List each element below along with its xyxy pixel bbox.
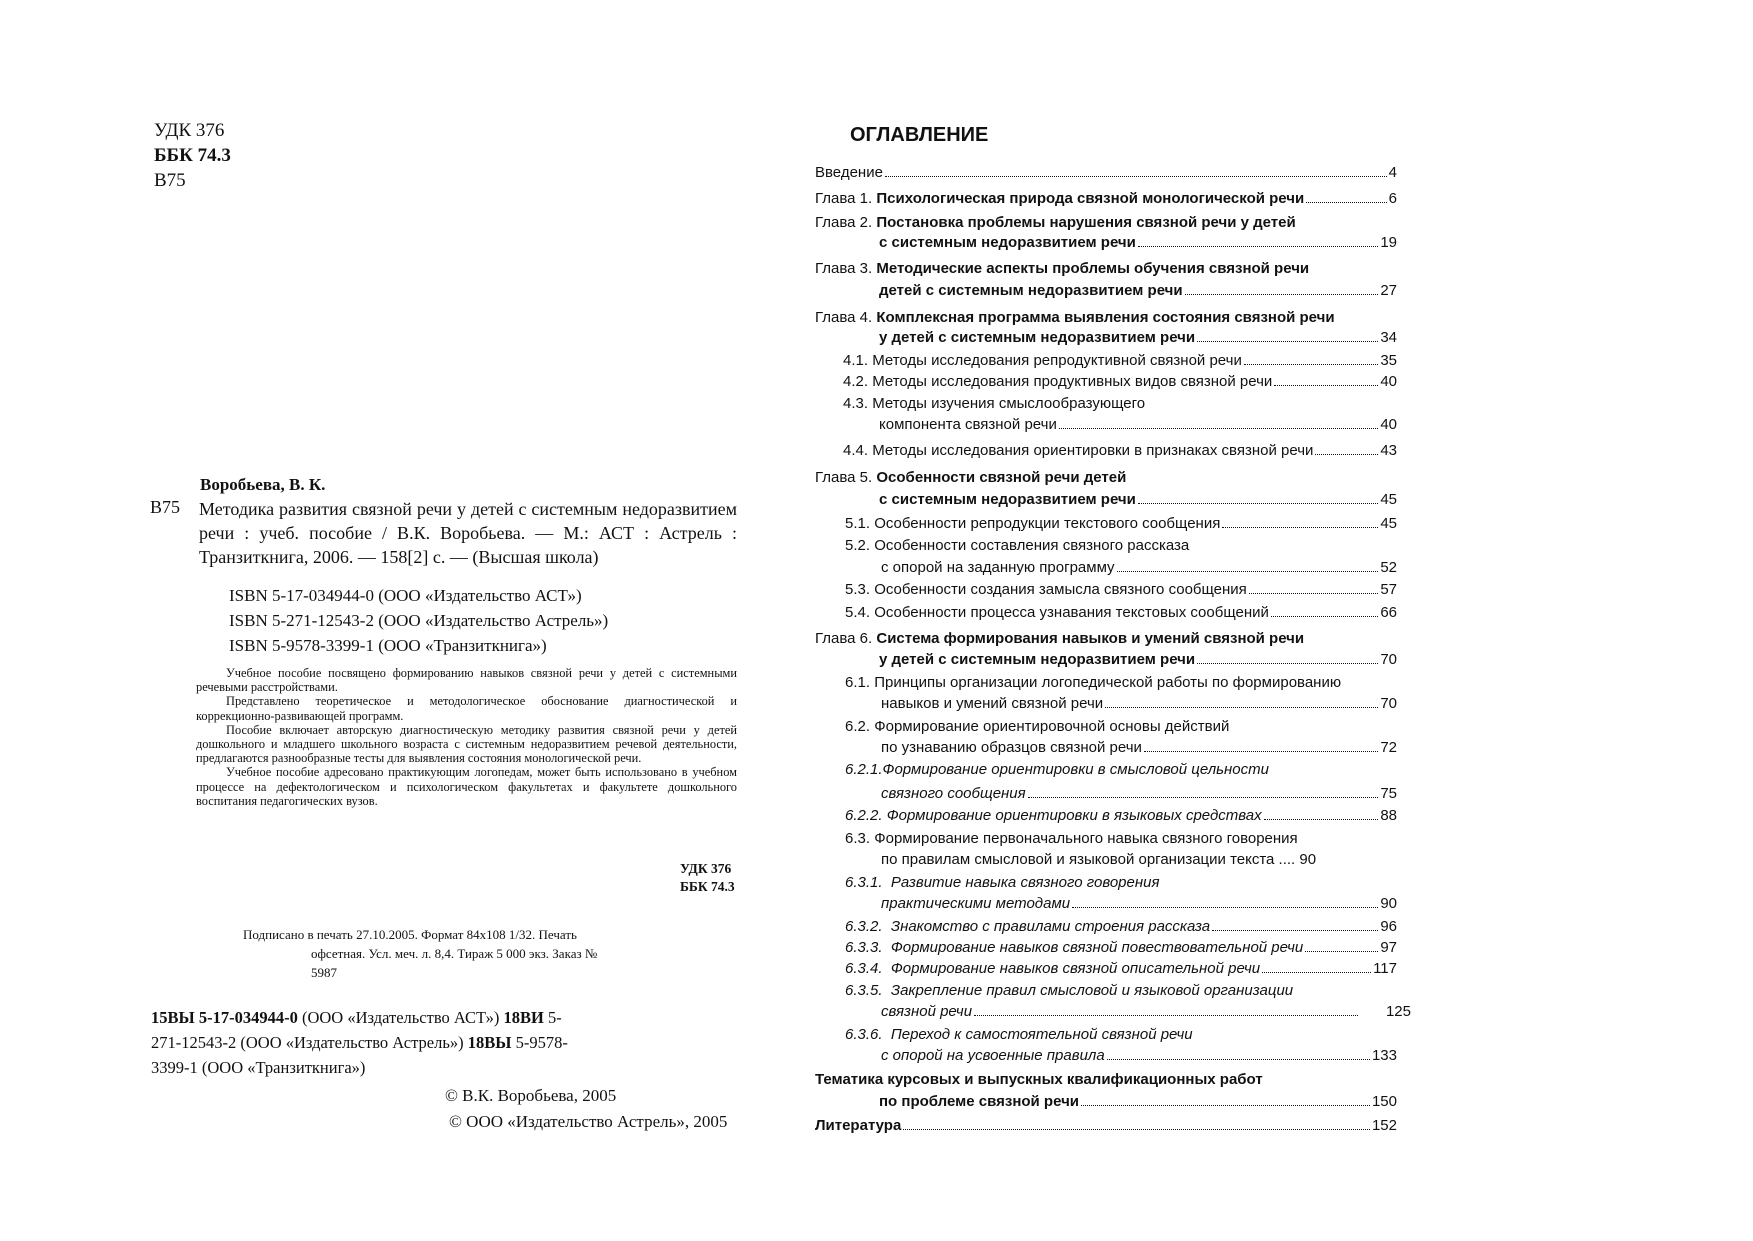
toc-leader	[1105, 707, 1378, 708]
toc-entry-section-5-2-cont[interactable]	[881, 559, 1397, 577]
toc-leader	[1244, 364, 1378, 365]
toc-page-number: 40	[1380, 373, 1397, 390]
section-title: Методы исследования репродуктивной связной речи	[872, 352, 1242, 369]
toc-page-number: 43	[1380, 442, 1397, 459]
toc-entry-section-6-3-6[interactable]	[845, 1026, 1193, 1044]
toc-page-number: 152	[1371, 1117, 1397, 1134]
print-info	[243, 925, 643, 982]
chapter-title: Методические аспекты проблемы обучения связной речи	[876, 260, 1310, 277]
section-title: Знакомство с правилами строения рассказа	[890, 918, 1211, 935]
section-title-cont: с опорой на усвоенные правила	[881, 1047, 1105, 1064]
toc-page-number: 66	[1380, 604, 1397, 621]
section-number: 5.1.	[845, 515, 871, 532]
toc-title: ОГЛАВЛЕНИЕ	[850, 124, 989, 146]
bbk-code-bottom: ББК 74.3	[680, 879, 735, 894]
toc-entry-section-6-3-cont[interactable]	[881, 851, 1316, 869]
toc-entry-title	[845, 807, 1262, 825]
section-number: 6.2.	[845, 718, 871, 735]
toc-leader	[1222, 527, 1378, 528]
toc-entry-chapter-6-cont[interactable]	[879, 651, 1397, 669]
toc-entry-section-6-2-1[interactable]	[845, 761, 1269, 779]
toc-entry-chapter-2-cont[interactable]	[879, 234, 1397, 252]
section-number: 6.3.3.	[845, 939, 883, 956]
toc-leader	[1059, 428, 1378, 429]
toc-entry-section-6-3[interactable]	[845, 830, 1298, 848]
section-number: 6.1.	[845, 674, 871, 691]
bib-author-mark: В75	[150, 497, 181, 517]
toc-page-number: 97	[1380, 939, 1397, 956]
print-info-line: 5987	[311, 965, 337, 980]
toc-entry-title	[843, 373, 1272, 391]
toc-entry-title	[845, 939, 1303, 957]
toc-entry-section-6-2-cont[interactable]	[881, 739, 1397, 757]
section-title: Формирование ориентировочной основы действий	[874, 718, 1230, 735]
isbn-code: 15ВЫ 5-17-034944-0	[151, 1008, 298, 1027]
isbn-block-line	[151, 1030, 601, 1055]
section-number: 6.2.1.	[845, 761, 883, 778]
section-title: Принципы организации логопедической работы по формированию	[874, 674, 1342, 691]
toc-page-number: 90	[1299, 851, 1317, 868]
isbn-code: 18ВЫ	[467, 1033, 512, 1052]
toc-leader	[1072, 907, 1378, 908]
chapter-title-cont: с системным недоразвитием речи	[879, 234, 1136, 251]
toc-leader	[1197, 663, 1378, 664]
toc-entry-chapter-5-cont[interactable]	[879, 491, 1397, 509]
toc-page-number: 34	[1380, 329, 1397, 346]
toc-leader	[974, 1015, 1358, 1016]
toc-entry-section-6-2-2[interactable]	[845, 807, 1397, 825]
section-title-cont: компонента связной речи	[879, 416, 1057, 433]
toc-entry-title	[843, 442, 1313, 460]
section-number: 4.1.	[843, 352, 869, 369]
section-title: Формирование навыков связной повествовательной речи	[890, 939, 1304, 956]
toc-entry-section-4-4[interactable]	[843, 442, 1397, 460]
section-number: 4.3.	[843, 395, 869, 412]
toc-leader	[1315, 454, 1378, 455]
toc-entry-section-6-1[interactable]	[845, 674, 1341, 692]
section-title: Формирование ориентировки в смысловой цельности	[882, 761, 1269, 778]
toc-entry-section-5-4[interactable]	[845, 604, 1397, 622]
toc-leader	[1249, 593, 1379, 594]
chapter-title: Психологическая природа связной монологической речи	[876, 190, 1305, 207]
toc-leader	[1306, 202, 1386, 203]
section-title-cont: навыков и умений связной речи	[881, 695, 1104, 712]
section-title-cont: с опорой на заданную программу	[881, 559, 1115, 576]
toc-entry-title	[845, 515, 1220, 533]
toc-page-number: 45	[1380, 491, 1397, 508]
section-number: 4.4.	[843, 442, 869, 459]
isbn-ast: ISBN 5-17-034944-0 (ООО «Издательство АСТ»)	[229, 586, 582, 605]
annotation	[196, 666, 737, 808]
author-heading: Воробьева, В. К.	[200, 475, 326, 494]
toc-entry-section-6-2-1-cont[interactable]	[881, 785, 1397, 803]
section-title-cont: по узнаванию образцов связной речи	[881, 739, 1142, 756]
toc-entry-title-cont: по проблеме связной речи	[879, 1093, 1079, 1110]
section-title: Методы исследования продуктивных видов связной речи	[872, 373, 1273, 390]
toc-entry-section-6-3-5-cont[interactable]	[881, 1003, 1411, 1021]
toc-page-number: 19	[1380, 234, 1397, 251]
toc-leader	[1028, 797, 1379, 798]
print-info-line: Подписано в печать 27.10.2005. Формат 84x108 1/32. Печать	[243, 927, 577, 942]
section-number: 6.3.2.	[845, 918, 883, 935]
toc-leader	[1138, 246, 1378, 247]
toc-entry-title	[845, 604, 1269, 622]
toc-page-number: 88	[1380, 807, 1397, 824]
toc-leader	[1107, 1059, 1370, 1060]
toc-leader	[885, 176, 1387, 177]
annotation-paragraph: Учебное пособие посвящено формированию навыков связной речи у детей с системными речевыми расстройствами.	[196, 666, 737, 695]
section-title: Формирование навыков связной описательной речи	[890, 960, 1261, 977]
print-info-line: офсетная. Усл. меч. л. 8,4. Тираж 5 000 экз. Заказ №	[311, 946, 598, 961]
toc-entry-section-4-3-cont[interactable]	[879, 416, 1397, 434]
toc-page-number: 70	[1380, 695, 1397, 712]
chapter-prefix: Глава 1.	[815, 190, 873, 207]
toc-page-number: 52	[1380, 559, 1397, 576]
toc-entry-topics-cont[interactable]	[879, 1093, 1397, 1111]
section-title-cont: связной речи	[881, 1003, 973, 1020]
toc-leader	[903, 1129, 1370, 1130]
copyright-publisher: © ООО «Издательство Астрель», 2005	[449, 1112, 728, 1131]
toc-entry-chapter-1[interactable]	[815, 190, 1397, 208]
udk-code-bottom: УДК 376	[680, 861, 732, 876]
toc-entry-section-6-2[interactable]	[845, 718, 1229, 736]
author-mark: В75	[154, 170, 186, 191]
isbn-astrel: ISBN 5-271-12543-2 (ООО «Издательство Астрель»)	[229, 611, 609, 630]
toc-leader	[1144, 751, 1378, 752]
toc-page-number: 90	[1380, 895, 1397, 912]
section-title: Переход к самостоятельной связной речи	[890, 1026, 1193, 1043]
section-title: Особенности процесса узнавания текстовых сообщений	[874, 604, 1269, 621]
section-number: 6.2.2.	[845, 807, 883, 824]
toc-entry-section-6-3-6-cont[interactable]	[881, 1047, 1397, 1065]
toc-page-number: 117	[1373, 960, 1397, 977]
chapter-title: Постановка проблемы нарушения связной речи у детей	[876, 214, 1296, 231]
isbn-code: 5-	[547, 1008, 562, 1027]
toc-entry-section-6-3-1[interactable]	[845, 874, 1159, 892]
toc-page-number: 27	[1380, 282, 1397, 299]
toc-entry-section-4-1[interactable]	[843, 352, 1397, 370]
section-title: Методы изучения смыслообразующего	[872, 395, 1146, 412]
chapter-title-cont: детей с системным недоразвитием речи	[879, 282, 1183, 299]
section-title: Особенности репродукции текстового сообщения	[874, 515, 1221, 532]
section-number: 4.2.	[843, 373, 869, 390]
udk-code: УДК 376	[154, 120, 225, 141]
toc-leader	[1138, 503, 1378, 504]
section-number: 6.3.5.	[845, 982, 883, 999]
toc-entry-section-6-3-5[interactable]	[845, 982, 1293, 1000]
chapter-title-cont: у детей с системным недоразвитием речи	[879, 651, 1196, 668]
toc-page-number: 57	[1380, 581, 1397, 598]
toc-entry-chapter-4[interactable]	[815, 309, 1335, 327]
section-number: 5.2.	[845, 537, 871, 554]
toc-entry-title	[815, 190, 1304, 208]
section-title: Особенности создания замысла связного сообщения	[874, 581, 1247, 598]
isbn-publisher: 271-12543-2 (ООО «Издательство Астрель»)	[151, 1033, 464, 1052]
toc-entry-title	[843, 352, 1242, 370]
section-title-cont: связного сообщения	[881, 785, 1026, 802]
toc-page-number: 133	[1371, 1047, 1397, 1064]
isbn-publisher: (ООО «Издательство АСТ»)	[301, 1008, 500, 1027]
annotation-paragraph: Пособие включает авторскую диагностическую методику развития связной речи у детей дошкольного и младшего школьного возраста с системным недоразвитием речевой деятельности, предлагаются разнообразные тесты для выявления состояния монологической речи.	[196, 722, 737, 766]
toc-entry-section-5-1[interactable]	[845, 515, 1397, 533]
toc-leader	[1305, 951, 1378, 952]
toc-entry-section-6-3-2[interactable]	[845, 918, 1397, 936]
toc-entry-chapter-6[interactable]	[815, 630, 1304, 648]
toc-page-number: 75	[1380, 785, 1397, 802]
chapter-prefix: Глава 2.	[815, 214, 873, 231]
toc-page-number: 6	[1388, 190, 1397, 207]
toc-entry-title: Тематика курсовых и выпускных квалификационных работ	[815, 1071, 1263, 1088]
toc-entry-topics[interactable]	[815, 1071, 1263, 1089]
isbn-tranzitkniga: ISBN 5-9578-3399-1 (ООО «Транзиткнига»)	[229, 636, 547, 655]
toc-leader	[1081, 1105, 1370, 1106]
toc-entry-title: Введение	[815, 164, 883, 181]
section-title: Формирование ориентировки в языковых средствах	[886, 807, 1262, 824]
chapter-prefix: Глава 5.	[815, 469, 873, 486]
chapter-title-cont: с системным недоразвитием речи	[879, 491, 1136, 508]
toc-leader	[1212, 930, 1378, 931]
chapter-title-cont: у детей с системным недоразвитием речи	[879, 329, 1196, 346]
toc-page-number: 40	[1380, 416, 1397, 433]
toc-page-number: 35	[1380, 352, 1397, 369]
toc-entry-section-5-3[interactable]	[845, 581, 1397, 599]
toc-entry-chapter-2[interactable]	[815, 214, 1296, 232]
toc-leader	[1264, 819, 1379, 820]
section-title: Методы исследования ориентировки в признаках связной речи	[872, 442, 1314, 459]
toc-leader	[1117, 571, 1379, 572]
toc-leader	[1262, 972, 1371, 973]
toc-entry-chapter-3-cont[interactable]	[879, 282, 1397, 300]
toc-entry-title	[845, 918, 1210, 936]
toc-entry-title	[845, 960, 1260, 978]
toc-page-number: 72	[1380, 739, 1397, 756]
toc-page-number: 70	[1380, 651, 1397, 668]
toc-entry-title	[845, 581, 1247, 599]
toc-leader	[1271, 616, 1378, 617]
chapter-prefix: Глава 6.	[815, 630, 873, 647]
toc-entry-chapter-4-cont[interactable]	[879, 329, 1397, 347]
section-number: 5.4.	[845, 604, 871, 621]
classification-codes-bottom	[680, 860, 735, 896]
section-number: 6.3.6.	[845, 1026, 883, 1043]
toc-entry-section-4-2[interactable]	[843, 373, 1397, 391]
isbn-block-line: 3399-1 (ООО «Транзиткнига»)	[151, 1058, 366, 1077]
chapter-title: Особенности связной речи детей	[876, 469, 1127, 486]
section-number: 6.3.	[845, 830, 871, 847]
copyright-author: © В.К. Воробьева, 2005	[445, 1086, 617, 1105]
toc-leader	[1185, 294, 1379, 295]
toc-page-number: 4	[1388, 164, 1397, 181]
toc-entry-title: Литература	[815, 1117, 902, 1134]
toc-entry-section-4-3[interactable]	[843, 395, 1145, 413]
toc-entry-section-6-3-1-cont[interactable]	[881, 895, 1397, 913]
annotation-paragraph: Учебное пособие адресовано практикующим логопедам, может быть использовано в учебном процессе на дефектологическом и психологическом факультетах и факультете дошкольного воспитания педагогических вузов.	[196, 765, 737, 808]
toc-page-number: 150	[1371, 1093, 1397, 1110]
toc-entry-literature[interactable]	[815, 1117, 1397, 1135]
toc-entry-section-6-3-4[interactable]	[845, 960, 1397, 978]
toc-entry-chapter-5[interactable]	[815, 469, 1126, 487]
section-number: 6.3.4.	[845, 960, 883, 977]
chapter-title: Комплексная программа выявления состояния связной речи	[876, 309, 1335, 326]
classification-codes	[154, 118, 231, 193]
section-title-cont: практическими методами	[881, 895, 1071, 912]
section-number: 5.3.	[845, 581, 871, 598]
toc-entry-intro[interactable]	[815, 164, 1397, 182]
isbn-block	[151, 1005, 601, 1080]
bbk-code: ББК 74.3	[154, 145, 231, 166]
toc-leader	[1274, 385, 1378, 386]
isbn-block-line	[151, 1005, 601, 1030]
section-title: Формирование первоначального навыка связного говорения	[874, 830, 1298, 847]
chapter-prefix: Глава 4.	[815, 309, 873, 326]
section-title-cont: по правилам смысловой и языковой организации текста ....	[881, 851, 1296, 868]
toc-page-number: 45	[1380, 515, 1397, 532]
toc-page-number: 96	[1380, 918, 1397, 935]
toc-page-number: 125	[1385, 1003, 1411, 1020]
section-title: Закрепление правил смысловой и языковой организации	[890, 982, 1294, 999]
section-number: 6.3.1.	[845, 874, 883, 891]
toc-entry-chapter-3[interactable]	[815, 260, 1309, 278]
chapter-prefix: Глава 3.	[815, 260, 873, 277]
bibliographic-description: Методика развития связной речи у детей с системным недоразвитием речи : учеб. пособие / В.К. Воробьева. — М.: АСТ : Астрель : Транзиткнига, 2006. — 158[2] с. — (Высшая школа)	[199, 499, 737, 567]
annotation-paragraph: Представлено теоретическое и методологическое обоснование диагностической и коррекционно-развивающей программ.	[196, 694, 737, 723]
isbn-code: 18ВИ	[503, 1008, 544, 1027]
chapter-title: Система формирования навыков и умений связной речи	[876, 630, 1305, 647]
toc-entry-section-6-1-cont[interactable]	[881, 695, 1397, 713]
isbn-code: 5-9578-	[515, 1033, 568, 1052]
section-title: Развитие навыка связного говорения	[890, 874, 1160, 891]
toc-entry-section-6-3-3[interactable]	[845, 939, 1397, 957]
toc-leader	[1197, 341, 1378, 342]
toc-entry-section-5-2[interactable]	[845, 537, 1189, 555]
section-title: Особенности составления связного рассказа	[874, 537, 1190, 554]
